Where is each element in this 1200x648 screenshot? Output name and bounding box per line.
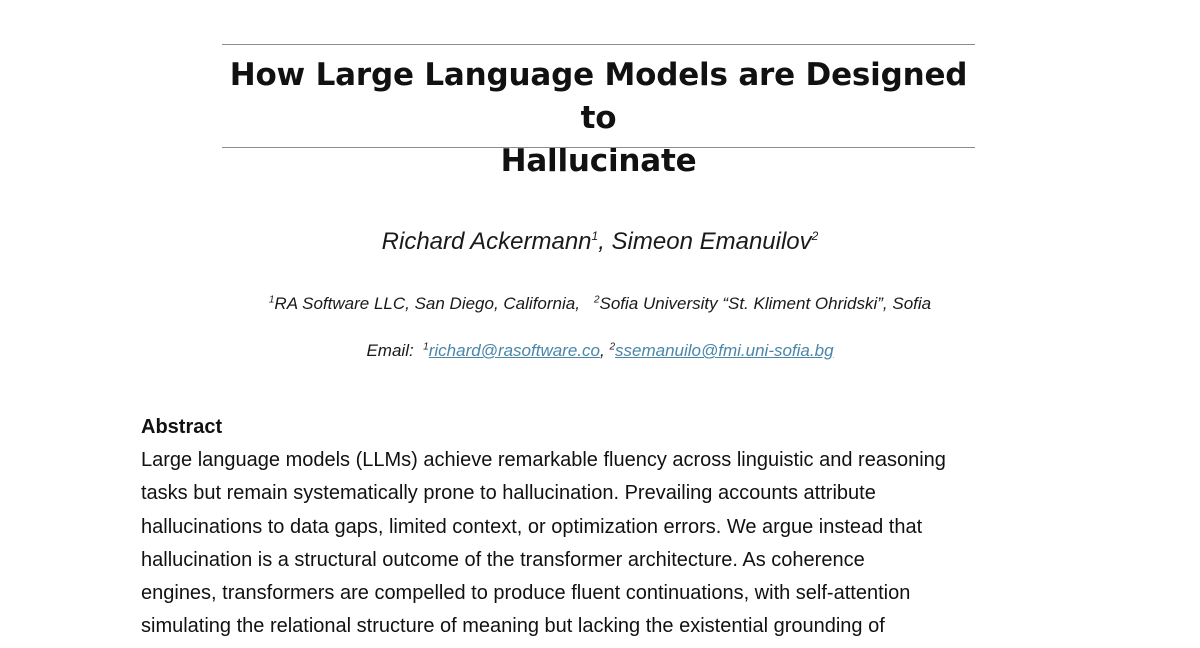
paper-title <box>222 54 975 183</box>
author-list <box>0 226 1200 258</box>
email-marker: 2 <box>609 341 615 353</box>
affiliation-text: RA Software LLC, San Diego, California, <box>274 294 580 313</box>
email-line <box>0 339 1200 363</box>
abstract-line: engines, transformers are compelled to produce fluent continuations, with self-attention <box>141 582 911 605</box>
email-marker: 1 <box>423 341 429 353</box>
title-top-rule <box>222 44 975 45</box>
email-link[interactable]: ssemanuilo@fmi.uni-sofia.bg <box>615 341 834 360</box>
abstract-line: simulating the relational structure of meaning but lacking the existential grounding of <box>141 615 885 638</box>
title-line-1: How Large Language Models are Designed to <box>229 57 968 136</box>
affiliations <box>0 292 1200 316</box>
abstract-line: tasks but remain systematically prone to hallucination. Prevailing accounts attribute <box>141 482 876 505</box>
author-name: Simeon Emanuilov <box>611 228 812 255</box>
affiliation-marker: 1 <box>268 294 275 306</box>
abstract-body <box>141 444 1071 644</box>
abstract-line: Large language models (LLMs) achieve remarkable fluency across linguistic and reasoning <box>141 449 946 471</box>
author-name: Richard Ackermann <box>381 228 592 255</box>
affiliation-text: Sofia University “St. Kliment Ohridski”, Sofia <box>599 294 932 313</box>
affiliation-marker: 2 <box>593 294 600 306</box>
abstract-heading: Abstract <box>141 416 223 438</box>
author-separator: , <box>598 228 612 255</box>
author-affiliation-marker: 2 <box>811 229 819 243</box>
email-separator: , <box>599 341 610 360</box>
title-line-2: Hallucinate <box>500 143 697 179</box>
email-label: Email: <box>366 341 414 360</box>
email-link[interactable]: richard@rasoftware.co <box>428 341 600 360</box>
abstract-line: hallucinations to data gaps, limited context, or optimization errors. We argue instead that <box>141 515 923 538</box>
title-bottom-rule <box>222 147 975 148</box>
author-affiliation-marker: 1 <box>591 229 599 243</box>
abstract-line: hallucination is a structural outcome of the transformer architecture. As coherence <box>141 548 865 571</box>
